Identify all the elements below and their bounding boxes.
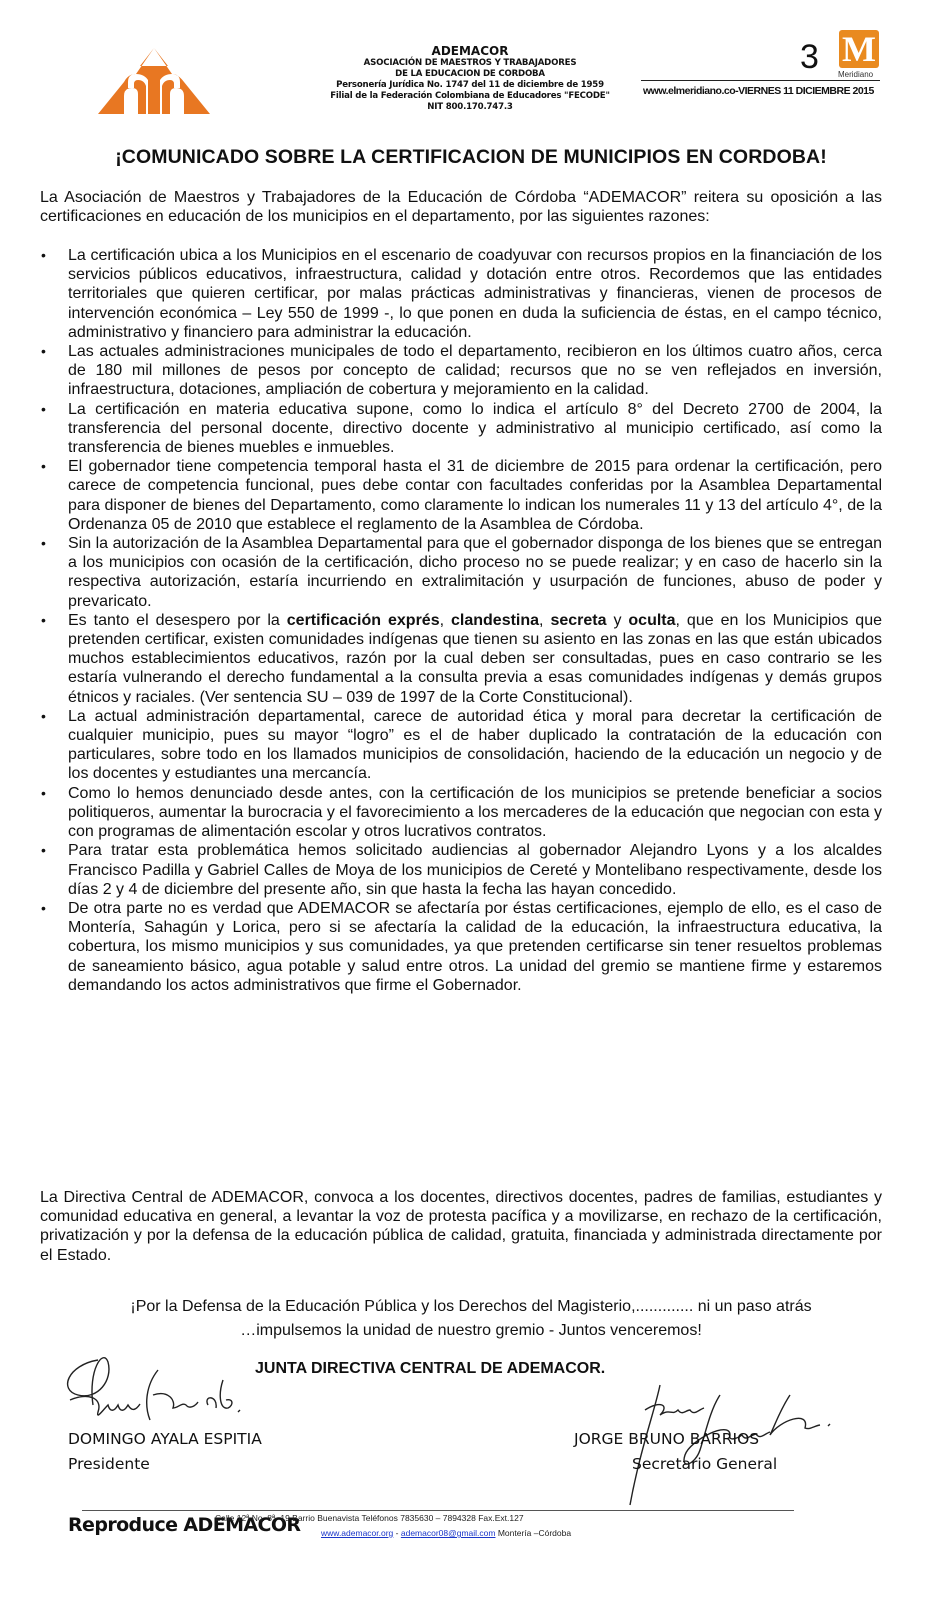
meridiano-logo-icon: M	[839, 30, 879, 68]
signer-role: Presidente	[68, 1455, 150, 1473]
signer-name: DOMINGO AYALA ESPITIA	[68, 1430, 262, 1448]
emphasis: oculta	[628, 611, 676, 629]
publication-line: www.elmeridiano.co-VIERNES 11 DICIEMBRE 2015	[643, 85, 874, 97]
email-link[interactable]: ademacor08@gmail.com	[400, 1528, 496, 1538]
bullet-icon: •	[41, 707, 46, 724]
bullet-icon: •	[41, 784, 46, 801]
intro-paragraph: La Asociación de Maestros y Trabajadores de la Educación de Córdoba “ADEMACOR” reitera su oposición a las certificaciones en educación de los municipios en el departamento, por las siguientes razones:	[40, 189, 882, 226]
motto-line: ¡Por la Defensa de la Educación Pública y los Derechos del Magisterio,............. ni un paso atrás	[130, 1298, 812, 1315]
ademacor-logo-icon	[98, 48, 210, 114]
organization-header	[270, 44, 670, 113]
signing-body: JUNTA DIRECTIVA CENTRAL DE ADEMACOR.	[255, 1360, 606, 1377]
bullet-icon: •	[41, 247, 46, 263]
list-item: • Es tanto el desespero por la certificación exprés, clandestina, secreta y oculta, que en los Municipios que pretenden certificar, existen comunidades indígenas que tienen su asiento en las zonas en las que están ubicados muchos establecimientos educativos, razón por la cual deben ser consultadas, pues en caso contrario se les estaría vulnerando el derecho fundamental a la consulta previa a esas comunidades indígenas y demás grupos étnicos y raciales. (Ver sentencia SU – 039 de 1997 de la Corte Constitucional).	[41, 611, 883, 706]
org-line: Personería Jurídica No. 1747 del 11 de diciembre de 1959	[336, 80, 604, 90]
emphasis: clandestina	[451, 611, 540, 629]
list-item: • El gobernador tiene competencia temporal hasta el 31 de diciembre de 2015 para ordenar la certificación, pero carece de competencia funcional, pues debe contar con facultades conferidas por la Asamblea Departamental para disponer de bienes del Departamento, como claramente lo indican los numerales 11 y 13 del artículo 4°, de la Ordenanza 05 de 2010 que establece el reglamento de la Asamblea de Córdoba.	[41, 458, 882, 533]
org-line: NIT 800.170.747.3	[427, 102, 513, 112]
bullet-icon: •	[41, 899, 46, 916]
bullet-icon: •	[41, 458, 46, 475]
list-item: • La actual administración departamental, carece de autoridad ética y moral para decretar la certificación de cualquier municipio, pues su mayor “logro” es el de haber duplicado la contratación de la educación con particulares, sobre todo en los llamados municipios de consolidación, haciendo de la educación un negocio y de los docentes y estudiantes una mercancía.	[41, 707, 882, 783]
signer-name: JORGE BRUNO BARRIOS	[574, 1430, 760, 1448]
footer-city: Montería –Córdoba	[495, 1528, 572, 1538]
list-item: • Sin la autorización de la Asamblea Departamental para que el gobernador disponga de los bienes que se entregan a los municipios con ocasión de la certificación, dicho proceso no se puede realizar; y en caso de hacerlo sin la respectiva autorización, estaría incurriendo en extralimitación y usurpación de funciones, abuso de poder y prevaricato.	[41, 535, 882, 610]
website-link[interactable]: www.ademacor.org	[321, 1528, 394, 1538]
emphasis: certificación exprés	[286, 611, 440, 629]
closing-paragraph: La Directiva Central de ADEMACOR, convoca a los docentes, directivos docentes, padres de familias, estudiantes y comunidad educativa en general, a levantar la voz de protesta pacífica y a movilizarse, en rechazo de la certificación, privatización y por la defensa de la educación pública de calidad, gratuita, financiada y administrada directamente por el Estado.	[40, 1189, 882, 1264]
org-line: ASOCIACIÓN DE MAESTROS Y TRABAJADORES	[363, 58, 577, 68]
bullet-icon: •	[41, 535, 46, 552]
reproduce-credit: Reproduce ADEMACOR	[68, 1514, 301, 1536]
footer-divider	[82, 1510, 794, 1511]
footer-contact: www.ademacor.org - ademacor08@gmail.com Montería –Córdoba	[321, 1528, 572, 1538]
list-item: • Como lo hemos denunciado desde antes, con la certificación de los municipios se pretende beneficiar a socios politiqueros, aumentar la burocracia y el favorecimiento a los mercaderes de la educación que negocian con esta y con programas de alimentación escolar y otros lucrativos contratos.	[41, 784, 882, 841]
bullet-icon: •	[41, 611, 46, 628]
header-divider	[641, 80, 880, 81]
list-item: • Las actuales administraciones municipales de todo el departamento, recibieron en los últimos cuatro años, cerca de 180 mil millones de pesos por concepto de calidad; recursos que no se ven reflejados en inversión, infraestructura, dotaciones, ampliación de cobertura y mejoramiento en la calidad.	[41, 343, 882, 399]
org-name: ADEMACOR	[431, 44, 509, 58]
page-number: 3	[800, 38, 819, 76]
signature-president-icon	[58, 1350, 278, 1430]
motto-line: …impulsemos la unidad de nuestro gremio - Juntos venceremos!	[240, 1322, 702, 1339]
newspaper-name: Meridiano	[838, 70, 874, 79]
bullet-icon: •	[41, 842, 46, 859]
list-item: • De otra parte no es verdad que ADEMACOR se afectaría por éstas certificaciones, ejemplo de ello, es el caso de Montería, Sahagún y Lorica, pero si se afectaría la calidad de la educación, la infraestructura educativa, la cobertura, los mismo municipios y sus comunidades, ya que pretenden certificarse sin tener resueltos problemas de saneamiento básico, agua potable y salud entre otros. La unidad del gremio se mantiene firme y estaremos demandando los actos administrativos que firme el Gobernador.	[41, 899, 882, 994]
footer-address: Calle 12ª No. 8ª- 19 Barrio Buenavista Teléfonos 7835630 – 7894328 Fax.Ext.127	[215, 1513, 524, 1523]
reasons-list	[40, 246, 882, 995]
emphasis: secreta	[550, 611, 607, 629]
org-line: DE LA EDUCACION DE CORDOBA	[395, 69, 545, 79]
document-title: ¡COMUNICADO SOBRE LA CERTIFICACION DE MUNICIPIOS EN CORDOBA!	[115, 146, 827, 168]
list-item: • La certificación ubica a los Municipios en el escenario de coadyuvar con recursos propios en la financiación de los servicios públicos educativos, infraestructura, calidad y dotación entre otros. Recordemos que las entidades territoriales que quieren certificar, por malas prácticas administrativas y financieras, vienen de procesos de intervención económica – Ley 550 de 1999 -, lo que ponen en duda la suficiencia de éstas, en el campo técnico, administrativo y financiero para administrar la educación.	[41, 247, 882, 341]
signer-role: Secretario General	[632, 1455, 778, 1473]
bullet-icon: •	[41, 343, 46, 360]
list-item: • La certificación en materia educativa supone, como lo indica el artículo 8° del Decreto 2700 de 2004, la transferencia del personal docente, directivo docente y administrativo al municipio certificado, así como la transferencia de bienes muebles e inmuebles.	[41, 400, 882, 457]
bullet-icon: •	[41, 400, 46, 417]
org-line: Filial de la Federación Colombiana de Educadores "FECODE"	[330, 91, 610, 101]
list-item: • Para tratar esta problemática hemos solicitado audiencias al gobernador Alejandro Lyons y a los alcaldes Francisco Padilla y Gabriel Calles de Moya de los municipios de Cereté y Montelibano respectivamente, desde los días 2 y 4 de diciembre del presente año, sin que hasta la fecha las hayan concedido.	[41, 842, 882, 898]
